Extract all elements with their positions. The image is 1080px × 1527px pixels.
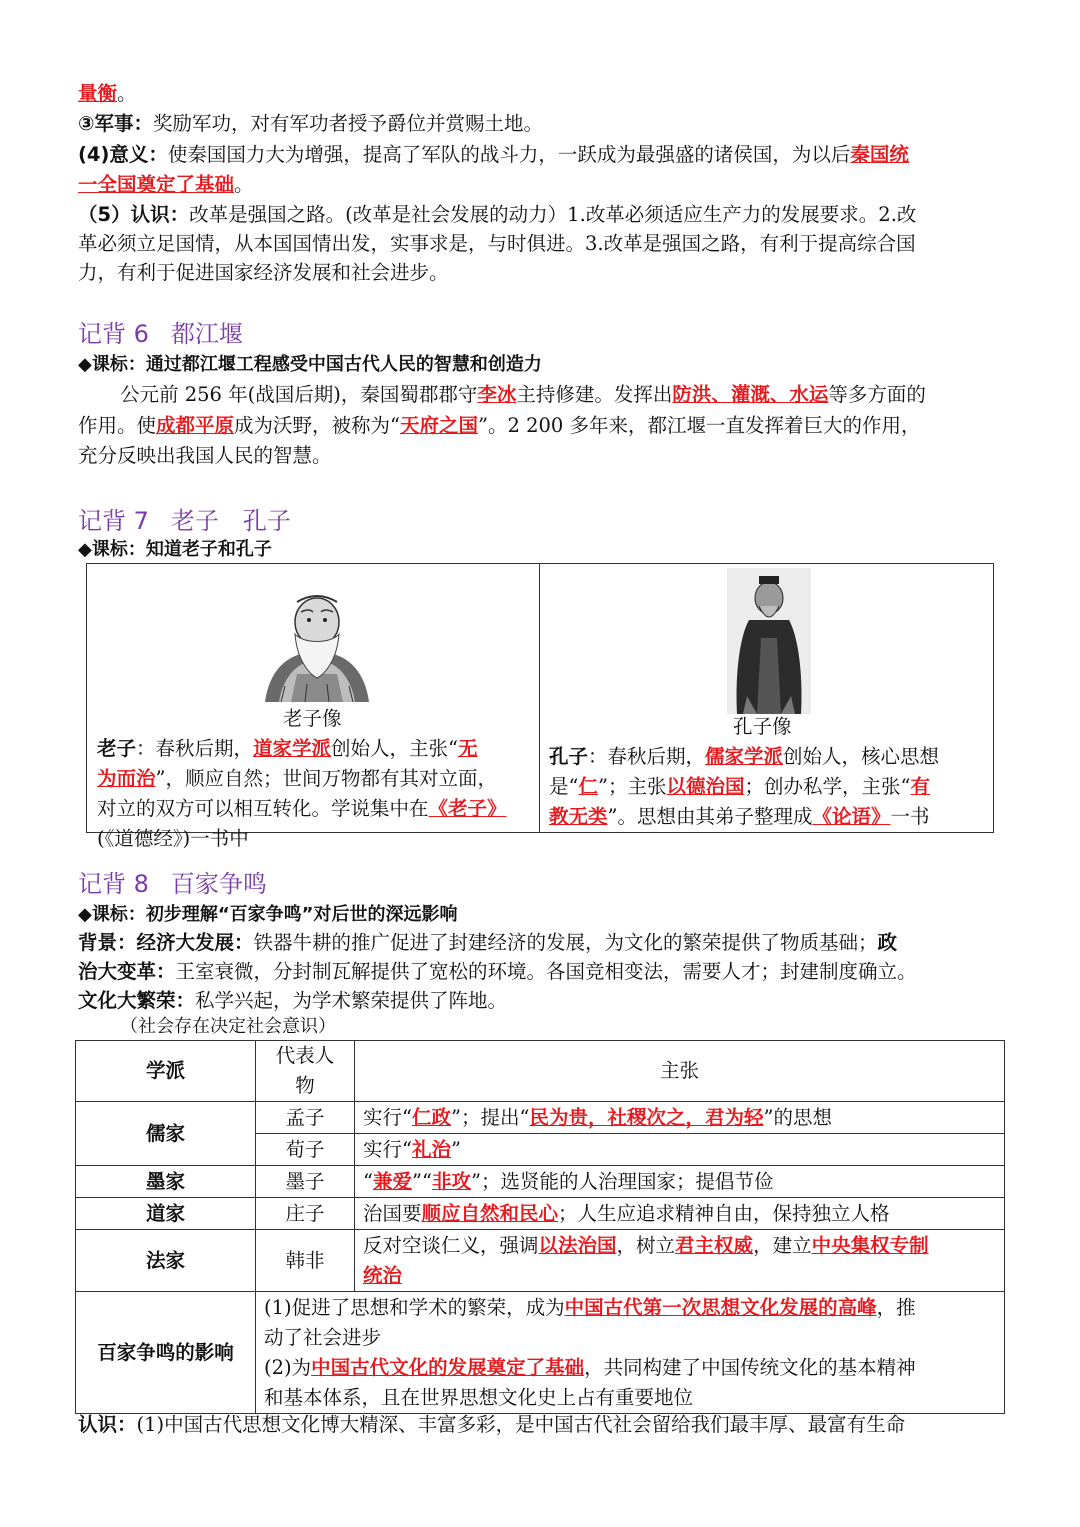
- text: ”的思想: [763, 1105, 832, 1129]
- text-line: [78, 140, 1008, 170]
- table-row: [76, 1198, 1005, 1230]
- curriculum-standard: ◆课标：初步理解“百家争鸣”对后世的深远影响: [78, 904, 458, 925]
- text: 作用。使: [78, 414, 157, 437]
- text: 和基本体系，且在世界思想文化史上占有重要地位: [264, 1385, 694, 1409]
- label: 治大变革：: [78, 960, 176, 983]
- heading-title: 老子 孔子: [170, 507, 291, 535]
- text: (1)促进了思想和学术的繁荣，成为: [264, 1295, 565, 1319]
- school-cell: 道家: [76, 1198, 256, 1230]
- proposition-cell: [355, 1134, 1005, 1166]
- laozi-line: [97, 734, 478, 764]
- keyword: 中央集权专制: [811, 1233, 929, 1257]
- text: 等多方面的: [828, 383, 926, 406]
- text: (2)为: [264, 1355, 312, 1379]
- keyword: 《老子》: [428, 797, 507, 820]
- text: 使秦国国力大为增强，提高了军队的战斗力，一跃成为最强盛的诸侯国，为以后: [167, 143, 851, 166]
- school-cell: 法家: [76, 1230, 256, 1292]
- text: 代表人: [275, 1044, 335, 1067]
- laozi-portrait-image: [261, 594, 373, 702]
- keyword: 李冰: [477, 383, 517, 406]
- laozi-caption: 老子像: [283, 707, 342, 730]
- label: 政: [877, 931, 898, 954]
- schools-table: [75, 1040, 1005, 1414]
- school-cell: 墨家: [76, 1166, 256, 1198]
- label: 认识：: [78, 1413, 137, 1436]
- heading-title: 都江堰: [170, 320, 243, 348]
- text: 实行“: [363, 1137, 412, 1161]
- keyword: 中国古代文化的发展奠定了基础: [311, 1355, 585, 1379]
- text: ”，顺应自然；世间万物都有其对立面，: [155, 767, 497, 790]
- keyword: 顺应自然和民心: [421, 1201, 559, 1225]
- person-cell: 庄子: [256, 1198, 355, 1230]
- text: 革必须立足国情，从本国国情出发，实事求是，与时俱进。3.改革是强国之路，有利于提高综合国: [78, 232, 916, 255]
- text: ”；选贤能的人治理国家；提倡节俭: [470, 1169, 774, 1193]
- keyword: 防洪、灌溉、水运: [672, 383, 829, 406]
- keyword: 中国古代第一次思想文化发展的高峰: [564, 1295, 877, 1319]
- section-heading: [78, 868, 267, 900]
- text: 充分反映出我国人民的智慧。: [78, 444, 332, 467]
- text-line: [78, 258, 1008, 288]
- keyword: 无: [458, 737, 478, 760]
- heading-number: 记背 6: [78, 320, 149, 348]
- text-line: [78, 957, 1008, 987]
- person-cell: 韩非: [256, 1230, 355, 1292]
- heading-number: 记背 7: [78, 507, 149, 535]
- laozi-line: [97, 824, 249, 854]
- curriculum-standard: ◆课标：知道老子和孔子: [78, 539, 272, 560]
- school-cell: 儒家: [76, 1102, 256, 1166]
- text: “: [363, 1169, 373, 1193]
- kongzi-line: [549, 772, 930, 802]
- kongzi-line: [549, 802, 930, 832]
- text-line: [78, 441, 1008, 471]
- header-school: 学派: [76, 1041, 256, 1102]
- keyword: 儒家学派: [705, 745, 784, 768]
- keyword: 君主权威: [675, 1233, 754, 1257]
- keyword: 仁: [578, 775, 598, 798]
- text: ”；提出“: [451, 1105, 530, 1129]
- note-line: （社会存在决定社会意识）: [120, 1016, 336, 1037]
- text: 一书: [890, 805, 930, 828]
- text: 实行“: [363, 1105, 412, 1129]
- table-row: [76, 1230, 1005, 1292]
- keyword: 秦国统: [850, 143, 909, 166]
- text: ，建立: [753, 1233, 812, 1257]
- keyword: 教无类: [549, 805, 608, 828]
- kongzi-portrait-image: [727, 568, 811, 714]
- keyword: 天府之国: [400, 414, 479, 437]
- label: （5）认识：: [78, 203, 190, 226]
- table-row: [76, 1102, 1005, 1134]
- text: 是“: [549, 775, 579, 798]
- label: ③军事：: [78, 112, 154, 135]
- heading-number: 记背 8: [78, 870, 149, 898]
- table-row: [76, 1292, 1005, 1414]
- kongzi-line: [549, 742, 939, 772]
- text: 治国要: [363, 1201, 422, 1225]
- text-line: [78, 928, 1008, 958]
- text: ”；主张: [598, 775, 667, 798]
- text-line: [78, 109, 1008, 139]
- table-row: [76, 1166, 1005, 1198]
- text: ：春秋后期，: [136, 737, 254, 760]
- keyword: 《论语》: [812, 805, 891, 828]
- text-line: [78, 411, 1008, 441]
- keyword: 成都平原: [156, 414, 235, 437]
- text: ，推: [876, 1295, 916, 1319]
- text: ”。2 200 多年来，都江堰一直发挥着巨大的作用，: [478, 414, 921, 437]
- header-proposition: 主张: [355, 1041, 1005, 1102]
- laozi-line: [97, 794, 507, 824]
- text-line: [78, 170, 1008, 200]
- keyword: 量衡: [78, 82, 118, 105]
- text: 私学兴起，为学术繁荣提供了阵地。: [195, 989, 508, 1012]
- person-cell: 墨子: [256, 1166, 355, 1198]
- text: (《道德经》)一书中: [97, 827, 249, 850]
- text: ；创办私学，主张“: [744, 775, 911, 798]
- keyword: 民为贵，社稷次之，君为轻: [529, 1105, 764, 1129]
- section-heading: [78, 505, 291, 537]
- laozi-line: [97, 764, 497, 794]
- kongzi-caption: 孔子像: [733, 715, 792, 738]
- impact-label-cell: 百家争鸣的影响: [76, 1292, 256, 1414]
- keyword: 有: [910, 775, 930, 798]
- text: 对立的双方可以相互转化。学说集中在: [97, 797, 429, 820]
- heading-title: 百家争鸣: [170, 870, 267, 898]
- text: 奖励军功，对有军功者授予爵位并赏赐土地。: [153, 112, 544, 135]
- text-line: [78, 1410, 1008, 1440]
- keyword: 仁政: [411, 1105, 451, 1129]
- text: 成为沃野，被称为“: [234, 414, 401, 437]
- section-heading: [78, 318, 243, 350]
- text: 。: [234, 173, 254, 196]
- proposition-cell: [355, 1230, 1005, 1292]
- text: 创始人，主张“: [331, 737, 459, 760]
- text: ”“: [412, 1169, 432, 1193]
- text-line: [78, 79, 1008, 109]
- text-line: [120, 380, 1050, 410]
- text: 王室衰微，分封制瓦解提供了宽松的环境。各国竞相变法，需要人才；封建制度确立。: [175, 960, 917, 983]
- text: 创始人，核心思想: [783, 745, 940, 768]
- proposition-cell: [355, 1166, 1005, 1198]
- text: 。: [117, 82, 137, 105]
- text-line: [78, 200, 1008, 230]
- text: ”: [451, 1137, 461, 1161]
- text: 主持修建。发挥出: [516, 383, 673, 406]
- text: 动了社会进步: [264, 1325, 382, 1349]
- text: ；人生应追求精神自由，保持独立人格: [558, 1201, 890, 1225]
- person-cell: 荀子: [256, 1134, 355, 1166]
- text: ：春秋后期，: [588, 745, 706, 768]
- table-header-row: [76, 1041, 1005, 1102]
- label: 孔子: [549, 745, 589, 768]
- label: 文化大繁荣：: [78, 989, 196, 1012]
- keyword: 以德治国: [666, 775, 745, 798]
- portrait-table: [86, 563, 994, 850]
- label: (4)意义：: [78, 143, 168, 166]
- text: ，共同构建了中国传统文化的基本精神: [584, 1355, 916, 1379]
- text: 公元前 256 年(战国后期)，秦国蜀郡郡守: [120, 383, 478, 406]
- keyword: 非攻: [431, 1169, 471, 1193]
- keyword: 为而治: [97, 767, 156, 790]
- keyword: 兼爱: [372, 1169, 412, 1193]
- text: 改革是强国之路。(改革是社会发展的动力）1.改革必须适应生产力的发展要求。2.改: [189, 203, 917, 226]
- text: 铁器牛耕的推广促进了封建经济的发展，为文化的繁荣提供了物质基础；: [253, 931, 878, 954]
- proposition-cell: [355, 1102, 1005, 1134]
- keyword: 以法治国: [538, 1233, 617, 1257]
- proposition-cell: [355, 1198, 1005, 1230]
- text: ，树立: [616, 1233, 676, 1257]
- text: 力，有利于促进国家经济发展和社会进步。: [78, 261, 449, 284]
- impact-cell: [256, 1292, 1005, 1414]
- text: 反对空谈仁义，强调: [363, 1233, 539, 1257]
- text: (1)中国古代思想文化博大精深、丰富多彩，是中国古代社会留给我们最丰厚、最富有生命: [136, 1413, 906, 1436]
- text: ”。思想由其弟子整理成: [607, 805, 813, 828]
- keyword: 礼治: [411, 1137, 451, 1161]
- text-line: [78, 229, 1008, 259]
- keyword: 一全国奠定了基础: [78, 173, 235, 196]
- label: 老子: [97, 737, 137, 760]
- curriculum-standard: ◆课标：通过都江堰工程感受中国古代人民的智慧和创造力: [78, 354, 542, 375]
- keyword: 统治: [363, 1263, 403, 1287]
- table-divider: [539, 564, 540, 832]
- text: 物: [295, 1074, 315, 1097]
- keyword: 道家学派: [253, 737, 332, 760]
- header-representative: [256, 1041, 355, 1102]
- person-cell: 孟子: [256, 1102, 355, 1134]
- label: 背景：经济大发展：: [78, 931, 254, 954]
